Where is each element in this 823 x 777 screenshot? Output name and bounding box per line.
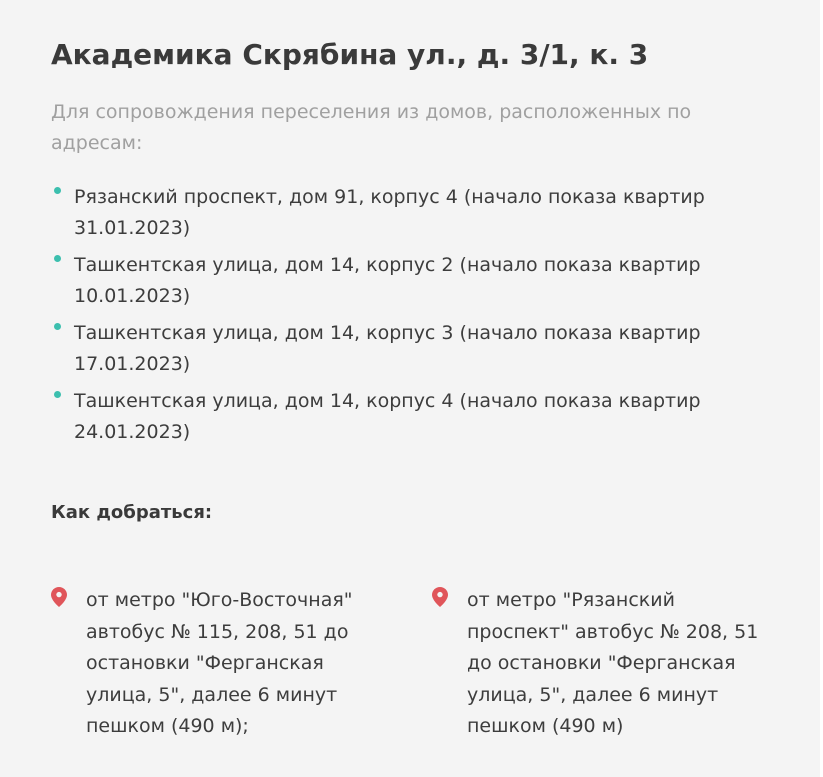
list-item [51,250,771,318]
route-from-yugo-vostochnaya [51,585,391,743]
bullet-icon [54,391,61,398]
directions-heading: Как добраться: [51,502,213,523]
address-text: Рязанский проспект, дом 91, корпус 4 (начало показа квартир 31.01.2023) [74,186,705,239]
subtitle: Для сопровождения переселения из домов, расположенных по адресам: [51,101,692,154]
list-item [51,318,771,386]
list-item [51,386,771,454]
map-pin-icon [432,587,448,607]
route-text: от метро "Юго-Восточная" автобус № 115, 208, 51 до остановки "Ферганская улица, 5", далее 6 минут пешком (490 м); [86,589,353,737]
page-title: Академика Скрябина ул., д. 3/1, к. 3 [51,38,649,71]
map-pin-icon [51,587,67,607]
bullet-icon [54,323,61,330]
address-list [51,182,771,454]
list-item [51,182,771,250]
route-text: от метро "Рязанский проспект" автобус № 208, 51 до остановки "Ферганская улица, 5", далее 6 минут пешком (490 м) [467,589,759,737]
route-from-ryazansky-prospekt [432,585,777,743]
bullet-icon [54,187,61,194]
bullet-icon [54,255,61,262]
address-text: Ташкентская улица, дом 14, корпус 3 (начало показа квартир 17.01.2023) [74,322,701,375]
address-text: Ташкентская улица, дом 14, корпус 4 (начало показа квартир 24.01.2023) [74,390,701,443]
address-text: Ташкентская улица, дом 14, корпус 2 (начало показа квартир 10.01.2023) [74,254,701,307]
